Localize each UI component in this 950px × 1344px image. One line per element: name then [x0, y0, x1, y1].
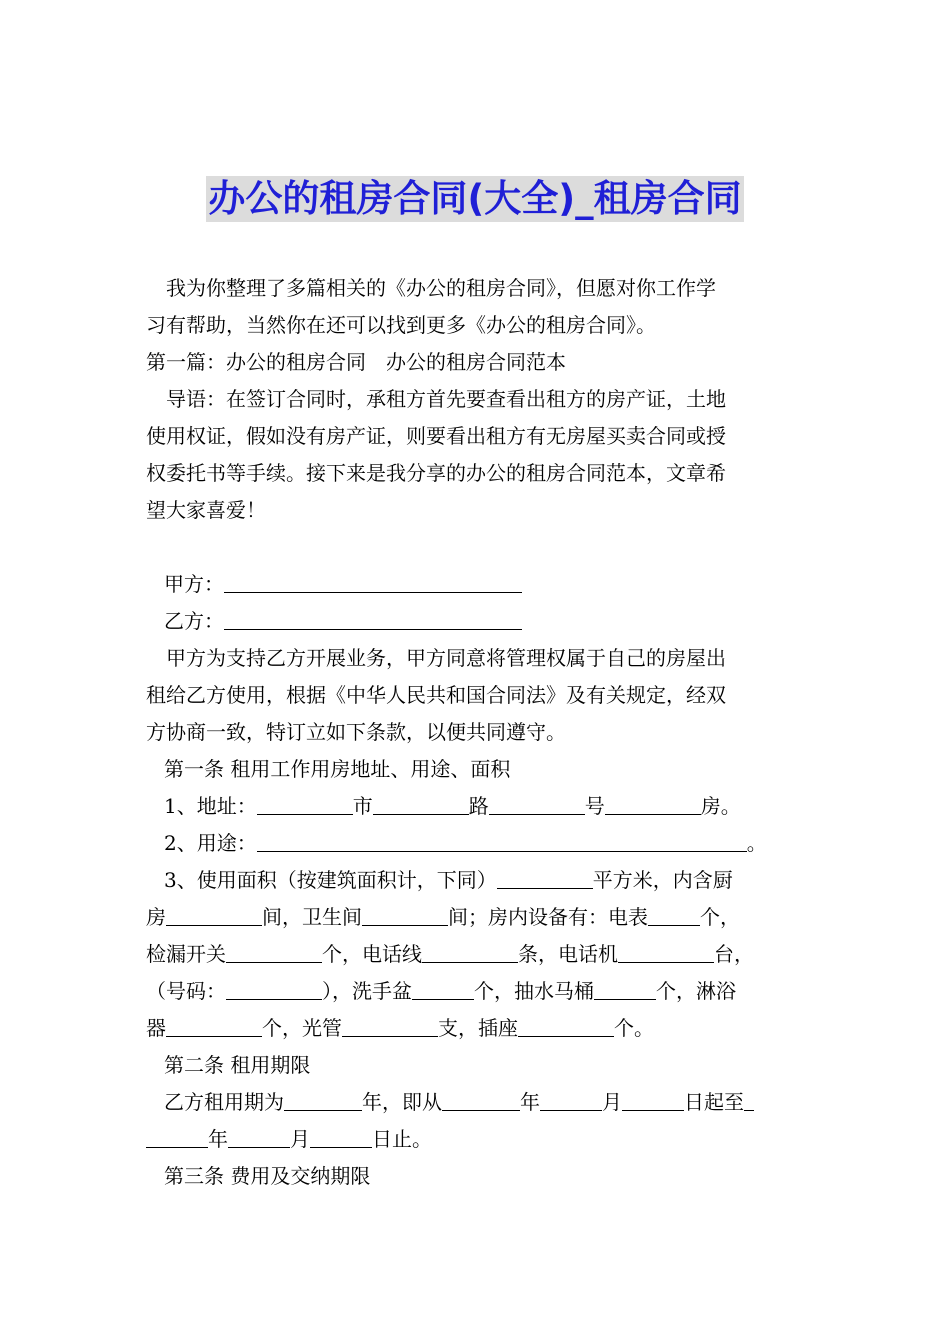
- term-line-2: [146, 1121, 806, 1158]
- area4-text-1: （号码：: [146, 979, 226, 1003]
- area3-text-2: 个，电话线: [322, 942, 422, 966]
- term1-text-5: 日起至: [684, 1090, 744, 1114]
- term1-text-4: 月: [602, 1090, 622, 1114]
- end-year-blank: [146, 1123, 208, 1148]
- usage-end: 。: [746, 831, 767, 855]
- phone-number-blank: [226, 975, 322, 1000]
- end-day-blank: [310, 1123, 372, 1148]
- term2-text-3: 日止。: [372, 1127, 432, 1151]
- usage-line: [146, 825, 806, 862]
- area2-text-2: 间，卫生间: [262, 905, 362, 929]
- article-3-heading: 第三条 费用及交纳期限: [164, 1164, 371, 1188]
- usage-blank: [257, 827, 747, 852]
- area4-text-2: ），洗手盆: [322, 979, 412, 1003]
- purpose-line-1: 甲方为支持乙方开展业务，甲方同意将管理权属于自己的房屋出: [166, 646, 726, 670]
- end-month-blank: [228, 1123, 290, 1148]
- socket-blank: [518, 1012, 614, 1037]
- address-label: 1、地址：: [164, 794, 257, 818]
- guide-line-3: 权委托书等手续。接下来是我分享的办公的租房合同范本，文章希: [146, 461, 726, 485]
- start-day-blank: [622, 1086, 684, 1111]
- city-blank: [257, 790, 353, 815]
- intro-line-2: 习有帮助，当然你在还可以找到更多《办公的租房合同》。: [146, 313, 656, 337]
- phone-line-blank: [422, 938, 518, 963]
- guide-line-4: 望大家喜爱！: [146, 498, 266, 522]
- years-blank: [284, 1086, 362, 1111]
- area-line-5: [146, 1010, 806, 1047]
- term1-text-2: 年，即从: [362, 1090, 442, 1114]
- document-title: 办公的租房合同(大全)_租房合同: [208, 177, 742, 220]
- party-b-label: 乙方：: [164, 609, 224, 633]
- phone-blank: [618, 938, 714, 963]
- term1-text-1: 乙方租用期为: [164, 1090, 284, 1114]
- purpose-line-2: 租给乙方使用，根据《中华人民共和国合同法》及有关规定，经双: [146, 683, 726, 707]
- end-year-blank-start: [744, 1086, 754, 1111]
- area5-text-3: 支，插座: [438, 1016, 518, 1040]
- article-2-heading: 第二条 租用期限: [164, 1053, 311, 1077]
- address-line: [146, 788, 806, 825]
- area5-text-1: 器: [146, 1016, 166, 1040]
- area-line-1: [146, 862, 806, 899]
- term2-text-2: 月: [290, 1127, 310, 1151]
- basin-blank: [412, 975, 474, 1000]
- leak-switch-blank: [226, 938, 322, 963]
- area-line-3: [146, 936, 806, 973]
- bathroom-blank: [362, 901, 448, 926]
- area3-text-3: 条，电话机: [518, 942, 618, 966]
- area3-text-4: 台，: [714, 942, 754, 966]
- guide-line-1: 导语：在签订合同时，承租方首先要查看出租方的房产证，土地: [166, 387, 726, 411]
- tube-blank: [342, 1012, 438, 1037]
- road-blank: [373, 790, 469, 815]
- term2-text-1: 年: [208, 1127, 228, 1151]
- term1-text-3: 年: [520, 1090, 540, 1114]
- area-line-2: [146, 899, 806, 936]
- party-a-blank: [224, 568, 522, 593]
- area-text-1: 3、使用面积（按建筑面积计，下同）: [164, 868, 497, 892]
- area2-text-3: 间；房内设备有：电表: [448, 905, 648, 929]
- document-body: [146, 270, 806, 1195]
- guide-line-2: 使用权证，假如没有房产证，则要看出租方有无房屋买卖合同或授: [146, 424, 726, 448]
- term-line-1: [146, 1084, 806, 1121]
- blank-line: [146, 529, 806, 566]
- toilet-blank: [594, 975, 656, 1000]
- kitchen-blank: [166, 901, 262, 926]
- title-wrap: [0, 176, 950, 222]
- party-a-line: [146, 566, 806, 603]
- intro-line-1: 我为你整理了多篇相关的《办公的租房合同》，但愿对你工作学: [166, 276, 716, 300]
- area5-text-2: 个，光管: [262, 1016, 342, 1040]
- number-blank: [489, 790, 585, 815]
- start-year-blank: [442, 1086, 520, 1111]
- room-label: 房。: [700, 794, 741, 818]
- party-b-blank: [224, 605, 522, 630]
- start-month-blank: [540, 1086, 602, 1111]
- article-1-heading: 第一条 租用工作用房地址、用途、面积: [164, 757, 511, 781]
- number-label: 号: [584, 794, 605, 818]
- shower-blank: [166, 1012, 262, 1037]
- meter-blank: [648, 901, 700, 926]
- purpose-line-3: 方协商一致，特订立如下条款，以便共同遵守。: [146, 720, 566, 744]
- area2-text-4: 个，: [700, 905, 740, 929]
- section-heading: 第一篇：办公的租房合同 办公的租房合同范本: [146, 350, 566, 374]
- area3-text-1: 检漏开关: [146, 942, 226, 966]
- party-b-line: [146, 603, 806, 640]
- area2-text-1: 房: [146, 905, 166, 929]
- area4-text-3: 个，抽水马桶: [474, 979, 594, 1003]
- room-blank: [605, 790, 701, 815]
- city-label: 市: [352, 794, 373, 818]
- road-label: 路: [468, 794, 489, 818]
- area-line-4: [146, 973, 806, 1010]
- area4-text-4: 个，淋浴: [656, 979, 736, 1003]
- usage-label: 2、用途：: [164, 831, 257, 855]
- area-text-2: 平方米，内含厨: [592, 868, 733, 892]
- area5-text-4: 个。: [614, 1016, 654, 1040]
- area-blank: [497, 864, 593, 889]
- party-a-label: 甲方：: [164, 572, 224, 596]
